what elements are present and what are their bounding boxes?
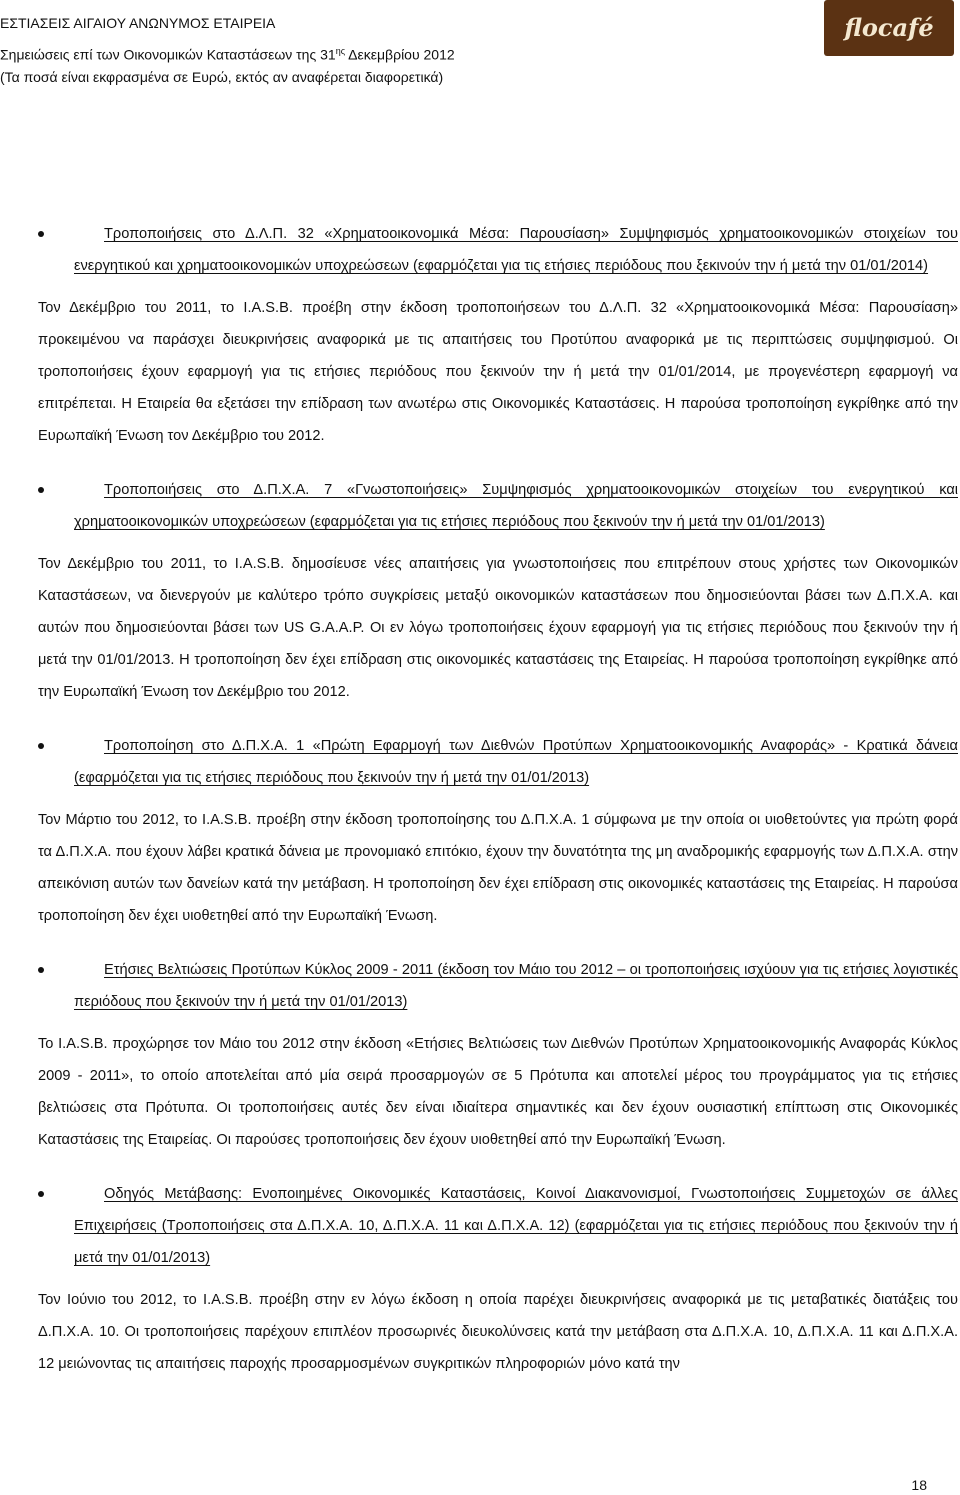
section-heading: Οδηγός Μετάβασης: Ενοποιημένες Οικονομικές Καταστάσεις, Κοινοί Διακανονισμοί, Γνωστοποιήσεις Συμμετοχών σε άλλες Επιχειρήσεις (Τροποποιήσεις στα Δ.Π.Χ.Α. 10, Δ.Π.Χ.Α. 11 και Δ.Π.Χ.Α. 12) (εφαρμόζεται για τις ετήσιες περιόδους που ξεκινούν την ή μετά την 01/01/2013) [74, 1186, 958, 1266]
section-paragraph: Τον Δεκέμβριο του 2011, το I.A.S.B. προέβη στην έκδοση τροποποιήσεων του Δ.Λ.Π. 32 «Χρηματοοικονομικά Μέσα: Παρουσίαση» προκειμένου να παράσχει διευκρινήσεις αναφορικά με τις απαιτήσεις του Προτύπου αναφορικά με τις περιπτώσεις συμψηφισμού. Οι τροποποιήσεις έχουν εφαρμογή για τις ετήσιες περιόδους που ξεκινούν την ή μετά την 01/01/2014, με προγενέστερη εφαρμογή να επιτρέπεται. Η Εταιρεία θα εξετάσει την επίδραση των ανωτέρω στις Οικονομικές Καταστάσεις. Η παρούσα τροποποίηση εγκρίθηκε από την Ευρωπαϊκή Ένωση τον Δεκέμβριο του 2012. [38, 300, 958, 444]
bullet-icon [38, 967, 44, 973]
bullet-item [38, 730, 958, 794]
section-paragraph: Τον Ιούνιο του 2012, το I.A.S.B. προέβη στην εν λόγω έκδοση η οποία παρέχει διευκρινήσεις αναφορικά με τις μεταβατικές διατάξεις του Δ.Π.Χ.Α. 10. Οι τροποποιήσεις παρέχουν επιπλέον προσωρινές διευκολύνσεις κατά την μετάβαση στα Δ.Π.Χ.Α. 10, Δ.Π.Χ.Α. 11 και Δ.Π.Χ.Α. 12 μειώνοντας τις απαιτήσεις παροχής προσαρμοσμένων συγκριτικών πληροφοριών μόνο κατά την [38, 1292, 958, 1372]
section-paragraph: Τον Μάρτιο του 2012, το I.A.S.B. προέβη στην έκδοση τροποποίησης του Δ.Π.Χ.Α. 1 σύμφωνα με την οποία οι υιοθετούντες για πρώτη φορά τα Δ.Π.Χ.Α. που έχουν λάβει κρατικά δάνεια με προνομιακό επιτόκιο, έχουν την δυνατότητα της μη αναδρομικής εφαρμογής των Δ.Π.Χ.Α. στην απεικόνιση αυτών των δανείων κατά την μετάβαση. Η τροποποίηση δεν έχει επίδραση στις οικονομικές καταστάσεις της Εταιρείας. Η παρούσα τροποποίηση δεν έχει υιοθετηθεί από την Ευρωπαϊκή Ένωση. [38, 812, 958, 924]
bullet-icon [38, 231, 44, 237]
notes-title: Σημειώσεις επί των Οικονομικών Καταστάσεων της $31^{\eta\varsigma}$ Δεκεμβρίου 2012 [0, 46, 455, 63]
section-heading: Τροποποίηση στο Δ.Π.Χ.Α. 1 «Πρώτη Εφαρμογή των Διεθνών Προτύπων Χρηματοοικονομικής Αναφοράς» - Κρατικά δάνεια (εφαρμόζεται για τις ετήσιες περιόδους που ξεκινούν την ή μετά την 01/01/2013) [74, 738, 958, 786]
section-paragraph: Το I.A.S.B. προχώρησε τον Μάιο του 2012 στην έκδοση «Ετήσιες Βελτιώσεις των Διεθνών Προτύπων Χρηματοοικονομικής Αναφοράς Κύκλος 2009 - 2011», το οποίο αποτελείται από μία σειρά προσαρμογών σε 5 Πρότυπα και αποτελεί μέρος του προγράμματος για τις ετήσιες βελτιώσεις στα Πρότυπα. Οι τροποποιήσεις αυτές δεν είναι ιδιαίτερα σημαντικές και δεν έχουν ουσιαστική επίπτωση στις Οικονομικές Καταστάσεις της Εταιρείας. Οι παρούσες τροποποιήσεις δεν έχουν υιοθετηθεί από την Ευρωπαϊκή Ένωση. [38, 1036, 958, 1148]
bullet-item [38, 474, 958, 538]
document-body [38, 218, 958, 1402]
flocafe-logo-mark [829, 8, 949, 48]
bullet-icon [38, 743, 44, 749]
currency-note: (Τα ποσά είναι εκφρασμένα σε Ευρώ, εκτός αν αναφέρεται διαφορετικά) [0, 69, 444, 85]
section-heading: Τροποποιήσεις στο Δ.Π.Χ.Α. 7 «Γνωστοποιήσεις» Συμψηφισμός χρηματοοικονομικών στοιχείων του ενεργητικού και χρηματοοικονομικών υποχρεώσεων (εφαρμόζεται για τις ετήσιες περιόδους που ξεκινούν την ή μετά την 01/01/2013) [74, 482, 958, 530]
bullet-item [38, 1178, 958, 1274]
bullet-item [38, 218, 958, 282]
svg-text:flocafé: flocafé [844, 13, 934, 42]
section-paragraph: Τον Δεκέμβριο του 2011, το I.A.S.B. δημοσίευσε νέες απαιτήσεις για γνωστοποιήσεις που επιτρέπουν στους χρήστες των Οικονομικών Καταστάσεων, να διενεργούν με καλύτερο τρόπο συγκρίσεις μεταξύ οικονομικών καταστάσεων που δημοσιεύονται βάσει των Δ.Π.Χ.Α. και αυτών που δημοσιεύονται βάσει των US G.A.A.P. Οι εν λόγω τροποποιήσεις έχουν εφαρμογή για τις ετήσιες περιόδους που ξεκινούν την ή μετά την 01/01/2013. Η τροποποίηση δεν έχει επίδραση στις οικονομικές καταστάσεις της Εταιρείας. Η παρούσα τροποποίηση εγκρίθηκε από την Ευρωπαϊκή Ένωση τον Δεκέμβριο του 2012. [38, 556, 958, 700]
bullet-icon [38, 1191, 44, 1197]
flocafe-logo [824, 0, 954, 56]
bullet-icon [38, 487, 44, 493]
section-heading: Ετήσιες Βελτιώσεις Προτύπων Κύκλος 2009 - 2011 (έκδοση τον Μάιο του 2012 – οι τροποποιήσεις ισχύουν για τις ετήσιες λογιστικές περιόδους που ξεκινούν την ή μετά την 01/01/2013) [74, 962, 958, 1010]
company-name: ΕΣΤΙΑΣΕΙΣ ΑΙΓΑΙΟΥ ΑΝΩΝΥΜΟΣ ΕΤΑΙΡΕΙΑ [0, 15, 276, 31]
page-number: 18 [911, 1477, 927, 1493]
section-heading: Τροποποιήσεις στο Δ.Λ.Π. 32 «Χρηματοοικονομικά Μέσα: Παρουσίαση» Συμψηφισμός χρηματοοικονομικών στοιχείων του ενεργητικού και χρηματοοικονομικών υποχρεώσεων (εφαρμόζεται για τις ετήσιες περιόδους που ξεκινούν την ή μετά την 01/01/2014) [74, 226, 958, 274]
page-header [0, 12, 960, 92]
bullet-item [38, 954, 958, 1018]
